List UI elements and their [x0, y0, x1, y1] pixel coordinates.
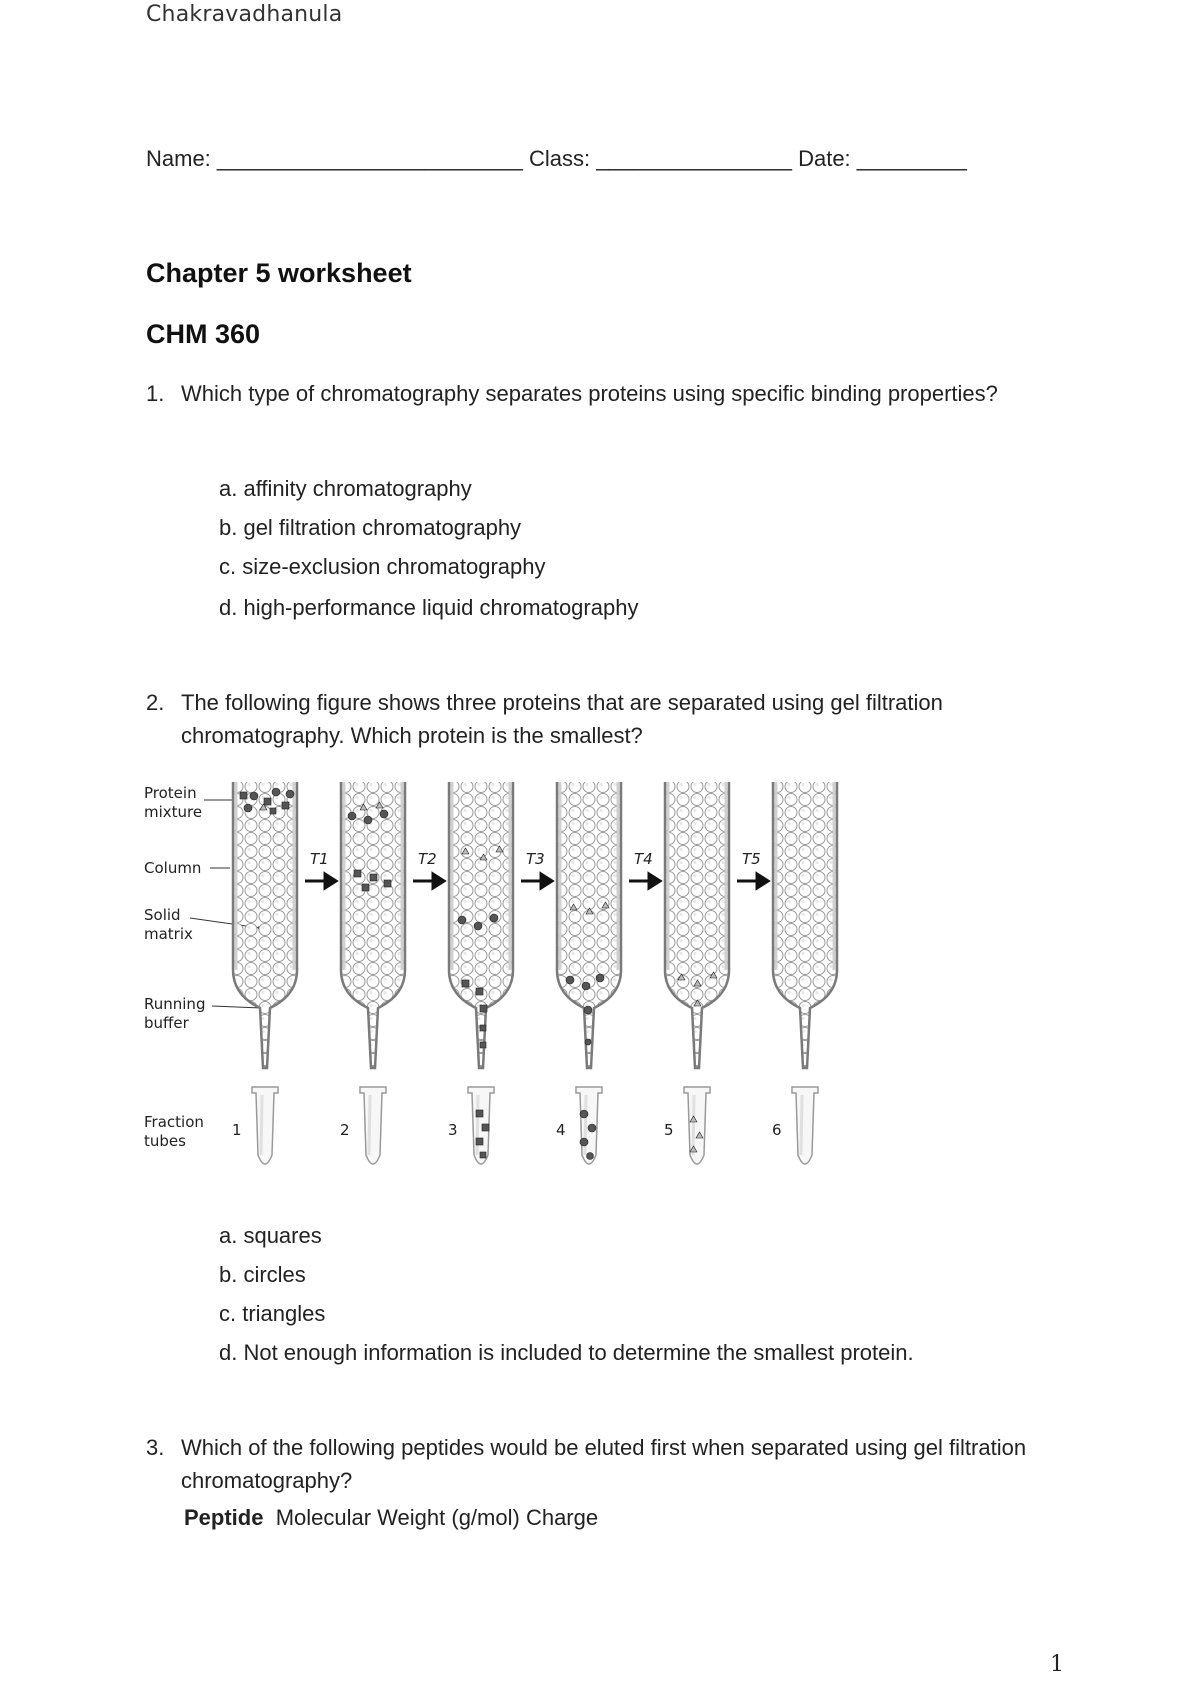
tube-number: 6: [772, 1121, 782, 1139]
question-number: 2.: [146, 690, 165, 715]
answer-option[interactable]: d. Not enough information is included to determine the smallest protein.: [219, 1340, 914, 1365]
tube-number: 4: [556, 1121, 566, 1139]
column-5: [665, 782, 729, 1068]
tube-number: 3: [448, 1121, 458, 1139]
answer-option[interactable]: c. size-exclusion chromatography: [219, 554, 546, 579]
course-title: CHM 360: [146, 319, 261, 349]
header-author: Chakravadhanula: [146, 2, 343, 27]
answer-option[interactable]: b. circles: [219, 1262, 306, 1287]
answer-option[interactable]: c. triangles: [219, 1301, 326, 1326]
time-label: T2: [418, 850, 437, 868]
fraction-tube-2: [360, 1087, 386, 1164]
question-number: 3.: [146, 1435, 165, 1460]
column-2: [341, 782, 405, 1068]
worksheet-title: Chapter 5 worksheet: [146, 258, 412, 288]
name-label: Name:: [146, 146, 211, 171]
gel-filtration-figure: [140, 780, 860, 1190]
svg-text:mixture: mixture: [144, 803, 203, 821]
name-field[interactable]: _________________________: [216, 146, 523, 171]
class-label: Class:: [528, 146, 591, 171]
time-label: T3: [526, 850, 545, 868]
column-6: [773, 782, 837, 1068]
fraction-tube-6: [792, 1087, 818, 1164]
tube-number: 1: [232, 1121, 242, 1139]
svg-text:tubes: tubes: [144, 1132, 186, 1150]
answer-option[interactable]: a. affinity chromatography: [219, 476, 472, 501]
col-charge: Charge: [525, 1505, 599, 1530]
fraction-tube-5: [684, 1087, 710, 1164]
date-field[interactable]: _________: [856, 146, 967, 171]
question-text: Which type of chromatography separates proteins using specific binding properties?: [181, 381, 998, 406]
class-field[interactable]: ________________: [596, 146, 792, 171]
label-solid-matrix: Solid: [144, 906, 181, 924]
label-fraction-tubes: Fraction: [144, 1113, 204, 1131]
col-molecular-weight: Molecular Weight (g/mol): [275, 1505, 520, 1530]
answer-option[interactable]: a. squares: [219, 1223, 322, 1248]
time-label: T1: [310, 850, 329, 868]
tube-number: 2: [340, 1121, 350, 1139]
svg-text:matrix: matrix: [144, 925, 193, 943]
question-number: 1.: [146, 381, 165, 406]
label-protein-mixture: Protein: [144, 784, 197, 802]
label-column: Column: [144, 859, 202, 877]
col-peptide: Peptide: [184, 1505, 264, 1530]
tube-number: 5: [664, 1121, 674, 1139]
answer-option[interactable]: d. high-performance liquid chromatography: [219, 595, 639, 620]
svg-text:buffer: buffer: [144, 1014, 189, 1032]
fraction-tube-1: [252, 1087, 278, 1164]
column-1: [233, 782, 297, 1068]
form-line: [146, 146, 967, 172]
column-4: [557, 782, 621, 1068]
answer-option[interactable]: b. gel filtration chromatography: [219, 515, 522, 540]
question-text: Which of the following peptides would be eluted first when separated using gel filtration chromatography?: [181, 1435, 1027, 1493]
peptide-table-header: [184, 1505, 598, 1531]
time-label: T5: [742, 850, 761, 868]
time-label: T4: [634, 850, 653, 868]
label-running-buffer: Running: [144, 995, 206, 1013]
date-label: Date:: [798, 146, 851, 171]
question-text: The following figure shows three proteins that are separated using gel filtration chromatography. Which protein is the smallest?: [181, 690, 943, 748]
page-number: 1: [1050, 1652, 1064, 1677]
